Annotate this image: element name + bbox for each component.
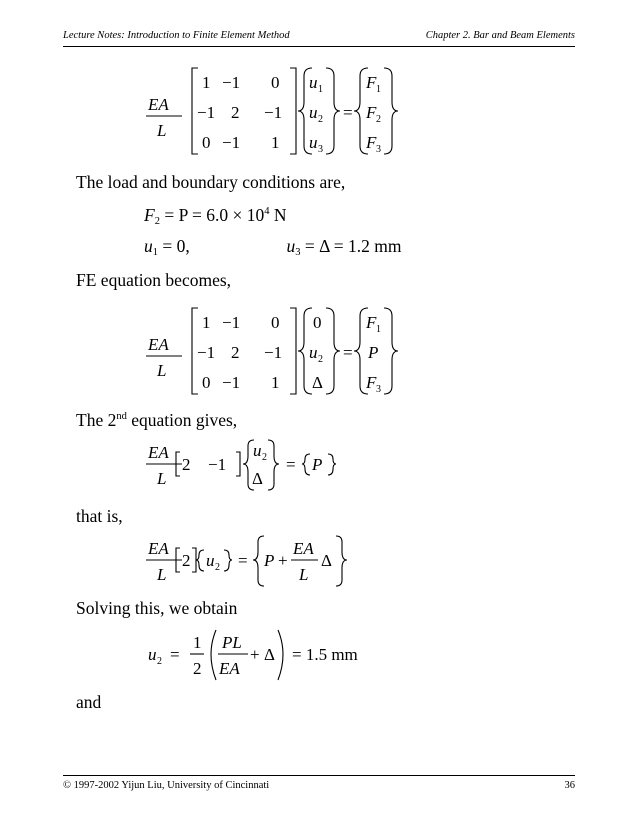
load-equation: $F_2 = P = 6.0 \times 10^4$ N xyxy=(144,205,287,227)
svg-text:Δ: Δ xyxy=(252,469,263,488)
fe-u3: Δ xyxy=(312,373,323,392)
header-chapter-title: Chapter 2. Bar and Beam Elements xyxy=(425,30,575,41)
svg-text:1: 1 xyxy=(193,633,202,652)
svg-text:Δ: Δ xyxy=(321,551,332,570)
svg-text:+: + xyxy=(278,551,288,570)
k22: 2 xyxy=(231,103,240,122)
solution-equation xyxy=(140,624,430,684)
svg-text:P: P xyxy=(312,455,323,474)
page-footer xyxy=(63,775,575,791)
load-conditions-intro: The load and boundary conditions are, xyxy=(76,172,346,192)
u-vector-right-brace xyxy=(326,68,340,154)
svg-text:2: 2 xyxy=(376,114,381,125)
k31: 0 xyxy=(202,133,211,152)
k23: −1 xyxy=(264,103,283,122)
that-is-text: that is, xyxy=(76,506,123,526)
header-course-title: Lecture Notes: Introduction to Finite Element Method xyxy=(63,30,290,41)
svg-text:3: 3 xyxy=(376,384,381,395)
fe-u2: u xyxy=(309,343,318,362)
k12: −1 xyxy=(222,73,241,92)
svg-text:2: 2 xyxy=(231,343,240,362)
fe-f3: F xyxy=(366,373,377,392)
svg-text:Δ: Δ xyxy=(264,645,275,664)
svg-text:3: 3 xyxy=(318,144,323,155)
svg-text:1: 1 xyxy=(376,84,381,95)
svg-text:=: = xyxy=(170,645,180,664)
second-row-equation xyxy=(140,434,360,498)
svg-text:+: + xyxy=(250,645,260,664)
k32: −1 xyxy=(222,133,241,152)
svg-text:=: = xyxy=(238,551,248,570)
footer-copyright: © 1997-2002 Yijun Liu, University of Cincinnati xyxy=(63,780,270,791)
svg-text:u: u xyxy=(148,645,157,664)
svg-text:2: 2 xyxy=(157,656,162,667)
svg-text:=: = xyxy=(286,455,296,474)
svg-text:−1: −1 xyxy=(222,373,241,392)
svg-text:=: = xyxy=(343,343,353,362)
u3: u xyxy=(309,133,318,152)
reduced-equation xyxy=(140,530,360,590)
svg-text:2: 2 xyxy=(215,562,220,573)
f-vector-right-brace xyxy=(384,68,398,154)
svg-text:2: 2 xyxy=(262,452,267,463)
fe-u1: 0 xyxy=(313,313,322,332)
svg-text:1: 1 xyxy=(376,324,381,335)
equals-sign: = xyxy=(343,103,353,122)
and-text: and xyxy=(76,692,102,712)
svg-text:L: L xyxy=(157,565,167,584)
svg-text:PL: PL xyxy=(222,633,242,652)
svg-text:L: L xyxy=(157,361,167,380)
svg-text:2: 2 xyxy=(318,354,323,365)
system-equation xyxy=(140,62,400,162)
u1: u xyxy=(309,73,318,92)
f2: F xyxy=(366,103,377,122)
page-header xyxy=(63,30,575,47)
svg-text:EA: EA xyxy=(148,443,169,462)
k13: 0 xyxy=(271,73,280,92)
f1: F xyxy=(366,73,377,92)
svg-text:0: 0 xyxy=(202,373,211,392)
boundary-equation: $u_1 = 0$, $u_3 = \Delta = 1.2$ mm xyxy=(144,236,402,258)
svg-text:2: 2 xyxy=(318,114,323,125)
svg-text:EA: EA xyxy=(148,539,169,558)
svg-text:−1: −1 xyxy=(222,313,241,332)
svg-text:0: 0 xyxy=(271,313,280,332)
svg-text:EA: EA xyxy=(219,659,240,678)
svg-text:2: 2 xyxy=(193,659,202,678)
svg-text:−1: −1 xyxy=(264,343,283,362)
page-number: 36 xyxy=(564,780,575,791)
fe-f1: F xyxy=(366,313,377,332)
coef-denominator: L xyxy=(157,121,167,140)
u2: u xyxy=(309,103,318,122)
svg-text:u: u xyxy=(253,441,262,460)
svg-text:−1: −1 xyxy=(208,455,227,474)
svg-text:L: L xyxy=(299,565,309,584)
svg-text:−1: −1 xyxy=(197,343,216,362)
svg-text:u: u xyxy=(206,551,215,570)
svg-text:1: 1 xyxy=(202,313,211,332)
svg-text:EA: EA xyxy=(293,539,314,558)
k11: 1 xyxy=(202,73,211,92)
fe-equation xyxy=(140,302,400,402)
fe-p: P xyxy=(368,343,379,362)
svg-text:P: P xyxy=(264,551,275,570)
fe-equation-intro: FE equation becomes, xyxy=(76,270,232,290)
second-equation-intro: The 2nd equation gives, xyxy=(76,410,238,430)
svg-text:2: 2 xyxy=(182,455,191,474)
svg-text:= 1.5 mm: = 1.5 mm xyxy=(292,645,358,664)
k21: −1 xyxy=(197,103,216,122)
svg-text:3: 3 xyxy=(376,144,381,155)
svg-text:1: 1 xyxy=(318,84,323,95)
matrix-right-bracket xyxy=(290,68,296,154)
f3: F xyxy=(366,133,377,152)
solving-text: Solving this, we obtain xyxy=(76,598,238,618)
k33: 1 xyxy=(271,133,280,152)
svg-text:1: 1 xyxy=(271,373,280,392)
svg-text:2: 2 xyxy=(182,551,191,570)
svg-text:EA: EA xyxy=(148,335,169,354)
svg-text:L: L xyxy=(157,469,167,488)
coef-numerator: EA xyxy=(148,95,169,114)
